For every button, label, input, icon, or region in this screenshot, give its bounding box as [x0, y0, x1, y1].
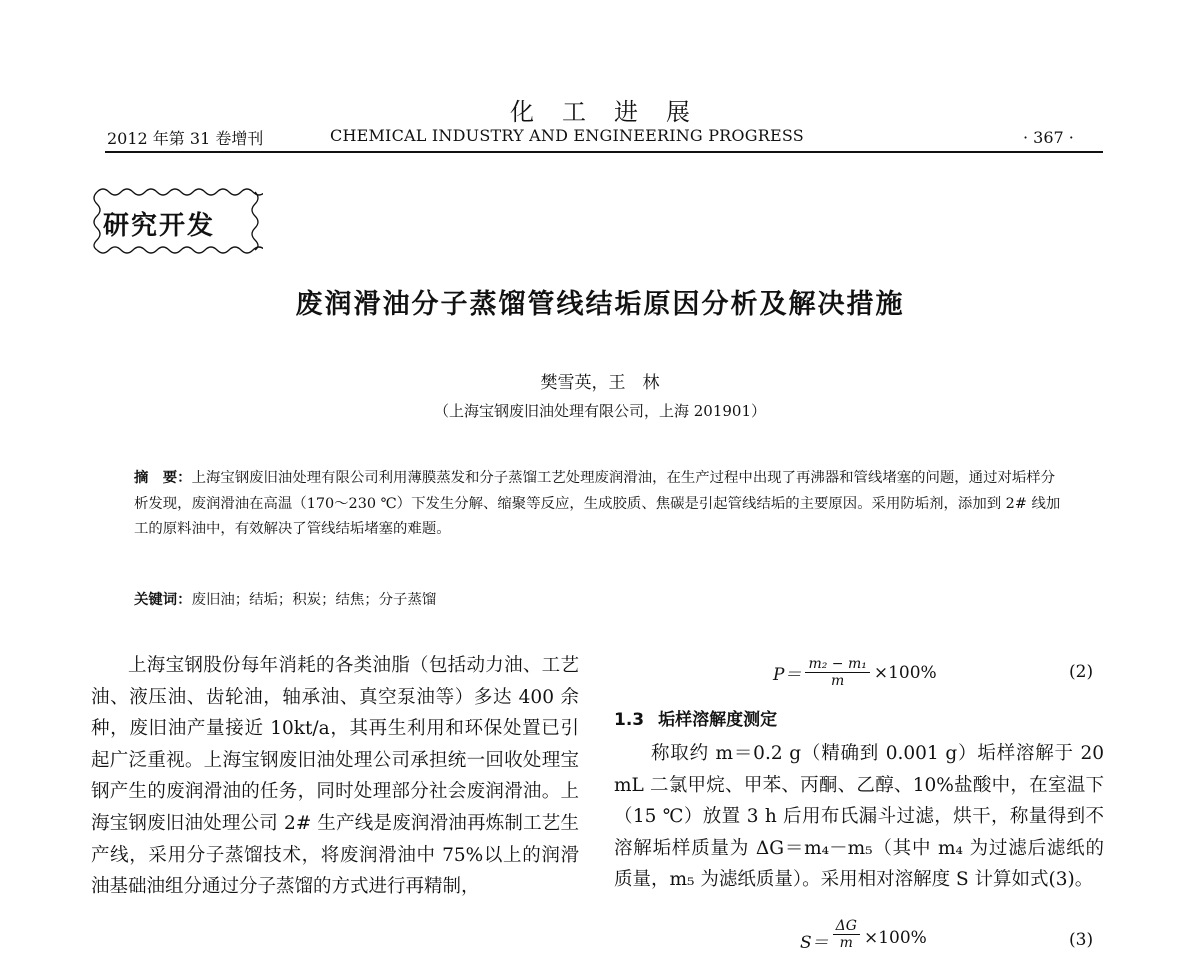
issue-info: 2012 年第 31 卷增刊 — [107, 129, 264, 148]
left-column — [91, 650, 579, 903]
eq2-denominator: m — [831, 673, 845, 689]
journal-title-en: CHEMICAL INDUSTRY AND ENGINEERING PROGRESS — [330, 126, 804, 145]
intro-paragraph: 上海宝钢股份每年消耗的各类油脂（包括动力油、工艺油、液压油、齿轮油，轴承油、真空泵油等）多达 400 余种，废旧油产量接近 10kt/a，其再生利用和环保处置已引起广泛重视。上海宝钢废旧油处理公司承担统一回收处理宝钢产生的废润滑油的任务，同时处理部分社会废润滑油。上海宝钢废旧油处理公司 2# 生产线是废润滑油再炼制工艺生产线，采用分子蒸馏技术，将废润滑油中 75%以上的润滑油基础油组分通过分子蒸馏的方式进行再精制， — [91, 655, 579, 898]
keywords-text: 废旧油；结垢；积炭；结焦；分子蒸馏 — [191, 592, 437, 608]
eq2-number: (2) — [1069, 662, 1094, 682]
eq2-lhs: P＝ — [773, 665, 802, 685]
eq3-number: (3) — [1069, 930, 1094, 950]
eq3-rhs: ×100% — [863, 928, 927, 948]
authors: 樊雪英，王 林 — [540, 373, 660, 393]
equation-3 — [800, 918, 927, 953]
eq3-denominator: m — [839, 935, 853, 951]
keywords-label: 关键词： — [134, 592, 192, 608]
abstract-label: 摘 要： — [134, 470, 192, 486]
page-number: · 367 · — [1023, 128, 1074, 147]
section-label: 研究开发 — [103, 211, 216, 241]
section-title: 垢样溶解度测定 — [658, 710, 778, 730]
eq3-fraction — [833, 918, 860, 951]
method-paragraph: 称取约 m＝0.2 g（精确到 0.001 g）垢样溶解于 20 mL 二氯甲烷、甲苯、丙酮、乙醇、10%盐酸中，在室温下（15 ℃）放置 3 h 后用布氏漏斗过滤，烘干，称量得到不溶解垢样质量为 ΔG＝m₄－m₅（其中 m₄ 为过滤后滤纸的质量，m₅ 为滤纸质量）。采用相对溶解度 S 计算如式(3)。 — [614, 743, 1104, 891]
right-column — [614, 738, 1104, 896]
affiliation: （上海宝钢废旧油处理有限公司，上海 201901） — [433, 402, 767, 420]
paper-title: 废润滑油分子蒸馏管线结垢原因分析及解决措施 — [295, 289, 905, 320]
abstract — [134, 466, 1064, 543]
header-rule — [105, 151, 1103, 153]
journal-title-cn: 化工进展 — [510, 98, 718, 126]
equation-2 — [773, 656, 937, 689]
section-1-3-heading — [614, 705, 777, 730]
keywords — [134, 588, 436, 609]
eq3-numerator: ΔG — [833, 918, 860, 935]
eq3-lhs: S＝ — [800, 933, 829, 953]
section-number: 1.3 — [614, 710, 645, 730]
eq2-fraction — [805, 656, 869, 689]
abstract-text: 上海宝钢废旧油处理有限公司利用薄膜蒸发和分子蒸馏工艺处理废润滑油，在生产过程中出现了再沸器和管线堵塞的问题，通过对垢样分析发现，废润滑油在高温（170～230 ℃）下发生分解、缩聚等反应，生成胶质、焦碳是引起管线结垢的主要原因。采用防垢剂，添加到 2# 线加工的原料油中，有效解决了管线结垢堵塞的难题。 — [134, 470, 1061, 537]
eq2-rhs: ×100% — [873, 662, 937, 683]
eq2-numerator: m₂ − m₁ — [805, 656, 869, 673]
